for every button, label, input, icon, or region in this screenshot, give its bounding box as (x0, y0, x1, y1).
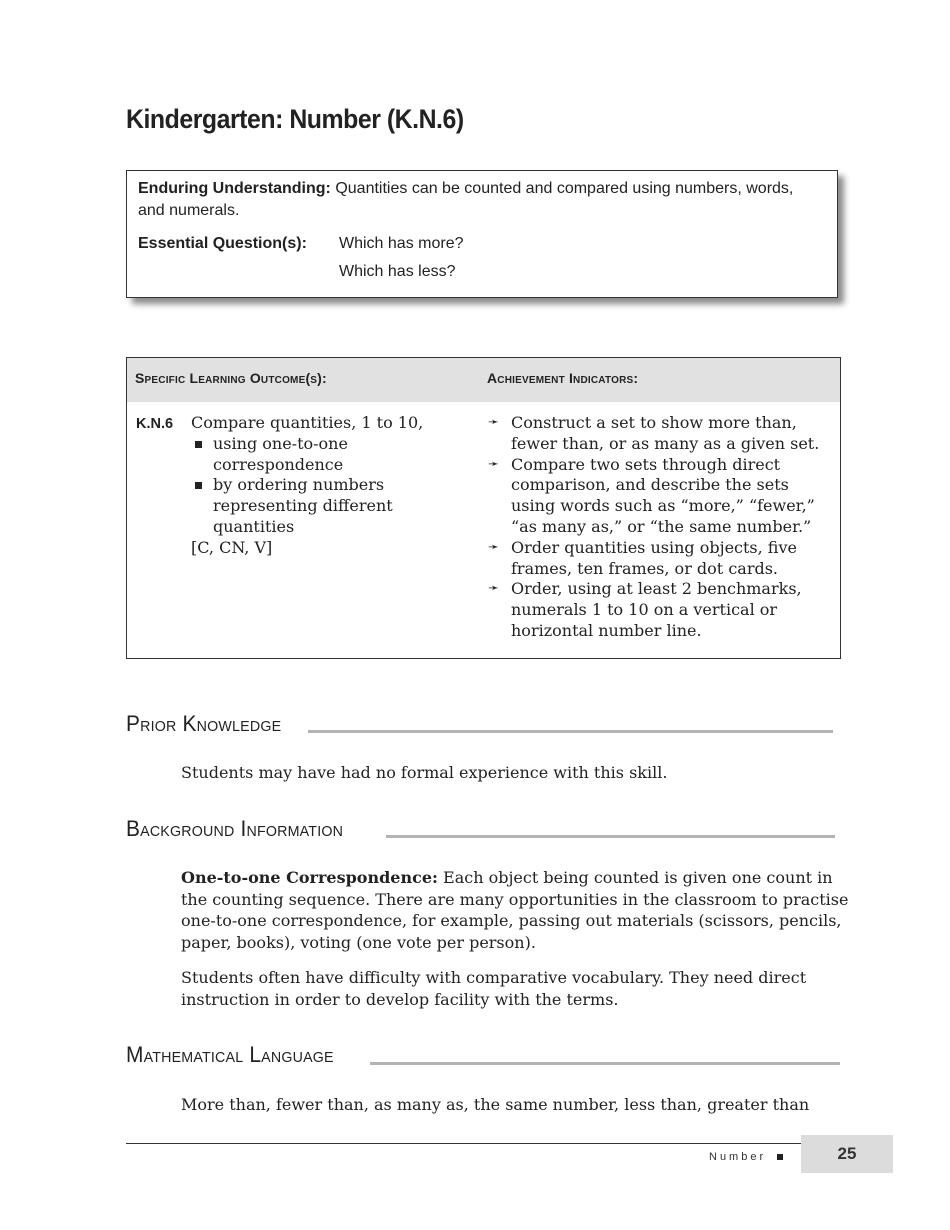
indicators-list (487, 413, 832, 642)
square-bullet-icon (195, 441, 202, 448)
background-paragraph-2: Students often have difficulty with comparative vocabulary. They need direct instruction in order to develop facility with the terms. (181, 968, 807, 1009)
outcome-tags: [C, CN, V] (191, 537, 273, 557)
background-term: One-to-one Correspondence: (181, 868, 438, 887)
indicator-item (487, 413, 832, 455)
arrow-bullet-icon: ➛ (488, 581, 499, 597)
indicator-text: Construct a set to show more than, fewer than, or as many as a given set. (511, 413, 820, 453)
essential-question-1: Which has more? (339, 235, 464, 252)
outcome-bullet-text: by ordering numbers representing different quantities (213, 475, 393, 536)
learning-outcomes-table (126, 357, 841, 659)
square-bullet-icon (195, 482, 202, 489)
indicator-text: Order quantities using objects, five frames, ten frames, or dot cards. (511, 537, 797, 578)
math-language-text: More than, fewer than, as many as, the same number, less than, greater than (181, 1095, 810, 1114)
arrow-bullet-icon: ➛ (488, 539, 499, 555)
indicator-item (487, 538, 832, 580)
prior-knowledge-heading: Prior Knowledge (126, 711, 282, 736)
indicator-text: Compare two sets through direct comparison, and describe the sets using words such as “more,” “fewer,” “as many as,” or “the same number.” (511, 454, 815, 536)
outcome-code: K.N.6 (136, 416, 174, 432)
math-language-heading: Mathematical Language (126, 1042, 334, 1067)
prior-knowledge-text: Students may have had no formal experience with this skill. (181, 763, 668, 782)
footer-square-icon (777, 1154, 783, 1160)
arrow-bullet-icon: ➛ (488, 456, 499, 472)
page-title: Kindergarten: Number (K.N.6) (126, 104, 464, 134)
outcome-bullets (191, 434, 476, 538)
outcome-bullet-text: using one-to-one correspondence (213, 433, 348, 474)
page-number: 25 (801, 1135, 893, 1173)
indicator-text: Order, using at least 2 benchmarks, numerals 1 to 10 on a vertical or horizontal number line. (511, 579, 802, 640)
essential-question-2: Which has less? (339, 263, 456, 280)
indicator-item (487, 579, 832, 641)
header-indicators: Achievement Indicators: (487, 370, 639, 386)
outcome-text: Compare quantities, 1 to 10, (191, 413, 424, 432)
background-term-definition: Each object being counted is given one count in the counting sequence. There are many opportunities in the classroom to practise one-to-one correspondence, for example, passing out materials (scissors, pencils, paper, books), voting (one vote per person). (181, 868, 849, 952)
footer-section-label: Number (709, 1151, 767, 1163)
enduring-understanding-label: Enduring Understanding: (138, 180, 331, 197)
table-header (127, 358, 840, 402)
outcome-cell (191, 413, 476, 559)
indicator-item (487, 455, 832, 538)
enduring-understanding-text: Quantities can be counted and compared using numbers, words, and numerals. (138, 180, 794, 219)
section-rule (370, 1062, 840, 1065)
outcome-bullet (191, 434, 476, 476)
arrow-bullet-icon: ➛ (488, 415, 499, 430)
header-outcomes: Specific Learning Outcome(s): (135, 370, 327, 386)
essential-question-label: Essential Question(s): (138, 235, 307, 252)
footer-rule (126, 1143, 801, 1144)
background-paragraph-1 (181, 867, 861, 953)
section-rule (386, 835, 835, 838)
section-rule (308, 730, 833, 733)
enduring-understanding-box (126, 170, 838, 298)
background-heading: Background Information (126, 816, 344, 841)
enduring-understanding (138, 178, 818, 222)
outcome-bullet (191, 475, 476, 537)
